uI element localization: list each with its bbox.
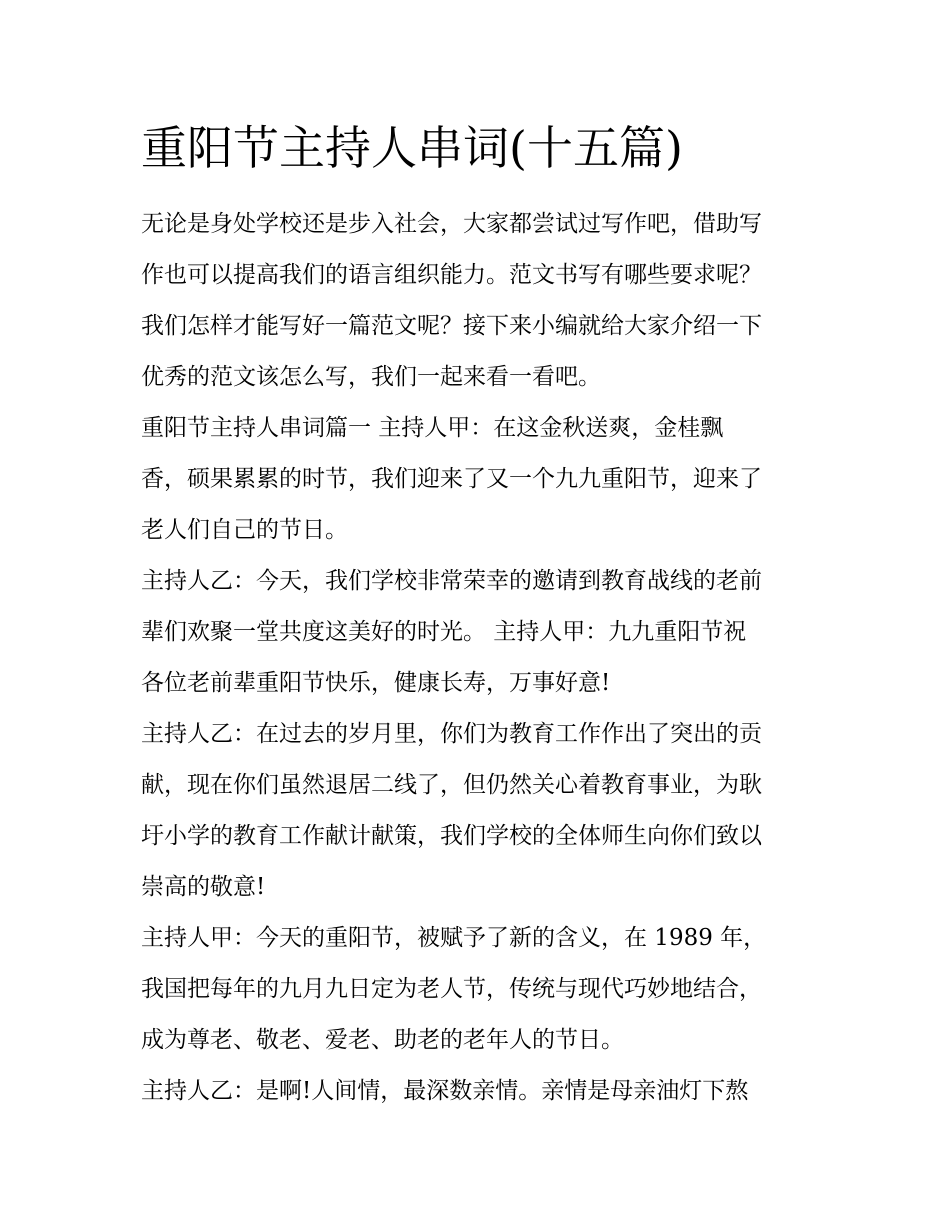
text-line: 主持人乙：是啊!人间情，最深数亲情。亲情是母亲油灯下熬 bbox=[141, 1078, 749, 1104]
text-line: 圩小学的教育工作献计献策，我们学校的全体师生向你们致以 bbox=[141, 823, 762, 849]
text-line: 香，硕果累累的时节，我们迎来了又一个九九重阳节，迎来了 bbox=[141, 466, 762, 492]
text-line: 献，现在你们虽然退居二线了，但仍然关心着教育事业，为耿 bbox=[141, 772, 762, 798]
text-line: 优秀的范文该怎么写，我们一起来看一看吧。 bbox=[141, 364, 601, 390]
text-line: 主持人甲：今天的重阳节，被赋予了新的含义，在 1989 年， bbox=[141, 925, 767, 951]
text-line: 无论是身处学校还是步入社会，大家都尝试过写作吧，借助写 bbox=[141, 211, 762, 237]
text-line: 各位老前辈重阳节快乐，健康长寿，万事好意! bbox=[141, 670, 611, 696]
document-body bbox=[141, 199, 821, 1117]
document-title: 重阳节主持人串词(十五篇) bbox=[141, 121, 683, 175]
text-line: 老人们自己的节日。 bbox=[141, 517, 348, 543]
text-line: 辈们欢聚一堂共度这美好的时光。 主持人甲：九九重阳节祝 bbox=[141, 619, 747, 645]
text-line: 作也可以提高我们的语言组织能力。范文书写有哪些要求呢？ bbox=[141, 262, 762, 288]
text-line: 重阳节主持人串词篇一 主持人甲：在这金秋送爽，金桂飘 bbox=[141, 415, 724, 441]
text-line: 主持人乙：今天，我们学校非常荣幸的邀请到教育战线的老前 bbox=[141, 568, 762, 594]
text-line: 崇高的敬意! bbox=[141, 874, 266, 900]
text-line: 我国把每年的九月九日定为老人节，传统与现代巧妙地结合， bbox=[141, 976, 762, 1002]
text-line: 我们怎样才能写好一篇范文呢？接下来小编就给大家介绍一下 bbox=[141, 313, 762, 339]
text-line: 成为尊老、敬老、爱老、助老的老年人的节日。 bbox=[141, 1027, 624, 1053]
text-line: 主持人乙：在过去的岁月里，你们为教育工作作出了突出的贡 bbox=[141, 721, 762, 747]
